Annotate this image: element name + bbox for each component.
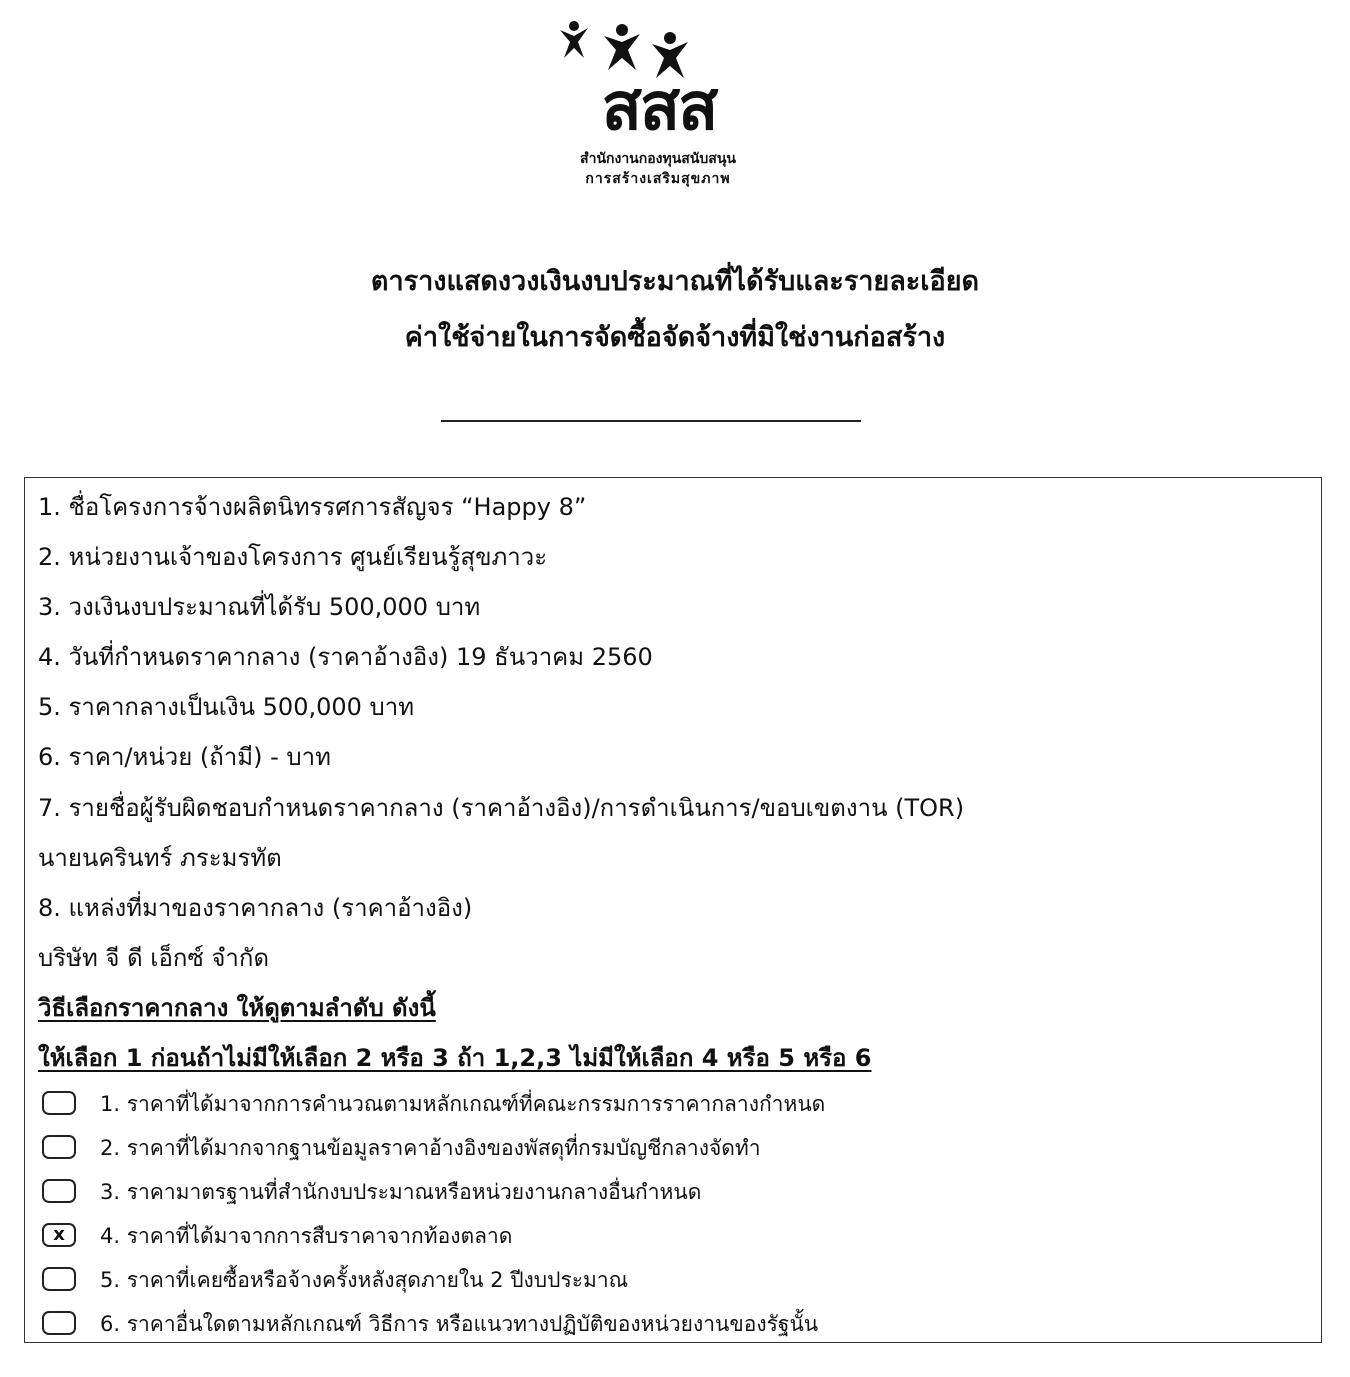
logo-wordmark: สสส	[601, 68, 717, 145]
document-title-line-2: ค่าใช้จ่ายในการจัดซื้อจัดจ้างที่มิใช่งานก่อสร้าง	[404, 322, 946, 353]
option-label: 2. ราคาที่ได้มากจากฐานข้อมูลราคาอ้างอิงของพัสดุที่กรมบัญชีกลางจัดทำ	[100, 1136, 761, 1160]
option-label: 6. ราคาอื่นใดตามหลักเกณฑ์ วิธีการ หรือแนวทางปฏิบัติของหน่วยงานของรัฐนั้น	[100, 1312, 819, 1336]
owner-unit: 2. หน่วยงานเจ้าของโครงการ ศูนย์เรียนรู้สุขภาวะ	[38, 543, 548, 571]
checkbox[interactable]	[42, 1091, 76, 1115]
option-label: 1. ราคาที่ได้มาจากการคำนวณตามหลักเกณฑ์ที่คณะกรรมการราคากลางกำหนด	[100, 1092, 826, 1116]
price-source-company: บริษัท จี ดี เอ็กซ์ จำกัด	[38, 944, 270, 972]
budget-amount: 3. วงเงินงบประมาณที่ได้รับ 500,000 บาท	[38, 593, 481, 621]
responsible-person-name: นายนครินทร์ ภระมรทัต	[38, 844, 282, 872]
checkbox[interactable]	[42, 1135, 76, 1159]
checkbox[interactable]	[42, 1179, 76, 1203]
title-divider	[441, 420, 861, 422]
price-source-label: 8. แหล่งที่มาของราคากลาง (ราคาอ้างอิง)	[38, 894, 473, 922]
unit-price: 6. ราคา/หน่วย (ถ้ามี) - บาท	[38, 743, 331, 771]
document-title-line-1: ตารางแสดงวงเงินงบประมาณที่ได้รับและรายละเอียด	[370, 266, 980, 297]
option-label: 3. ราคามาตรฐานที่สำนักงบประมาณหรือหน่วยงานกลางอื่นกำหนด	[100, 1180, 702, 1204]
project-name: 1. ชื่อโครงการจ้างผลิตนิทรรศการสัญจร “Happy 8”	[38, 493, 587, 521]
option-label: 5. ราคาที่เคยซื้อหรือจ้างครั้งหลังสุดภายใน 2 ปีงบประมาณ	[100, 1268, 629, 1292]
thaihealth-logo	[548, 18, 768, 198]
checkbox[interactable]	[42, 1311, 76, 1335]
checkbox[interactable]	[42, 1267, 76, 1291]
responsible-persons-label: 7. รายชื่อผู้รับผิดชอบกำหนดราคากลาง (ราคาอ้างอิง)/การดำเนินการ/ขอบเขตงาน (TOR)	[38, 794, 965, 822]
reference-price-date: 4. วันที่กำหนดราคากลาง (ราคาอ้างอิง) 19 ธันวาคม 2560	[38, 643, 653, 671]
org-name-line-1: สำนักงานกองทุนสนับสนุน	[580, 151, 736, 167]
checkbox-checked[interactable]: x	[42, 1223, 76, 1247]
method-heading: วิธีเลือกราคากลาง ให้ดูตามลำดับ ดังนี้	[38, 994, 436, 1022]
method-instruction: ให้เลือก 1 ก่อนถ้าไม่มีให้เลือก 2 หรือ 3 ถ้า 1,2,3 ไม่มีให้เลือก 4 หรือ 5 หรือ 6	[38, 1044, 872, 1072]
org-name-line-2: การสร้างเสริมสุขภาพ	[585, 171, 731, 187]
option-label: 4. ราคาที่ได้มาจากการสืบราคาจากท้องตลาด	[100, 1224, 513, 1248]
reference-price-amount: 5. ราคากลางเป็นเงิน 500,000 บาท	[38, 693, 415, 721]
